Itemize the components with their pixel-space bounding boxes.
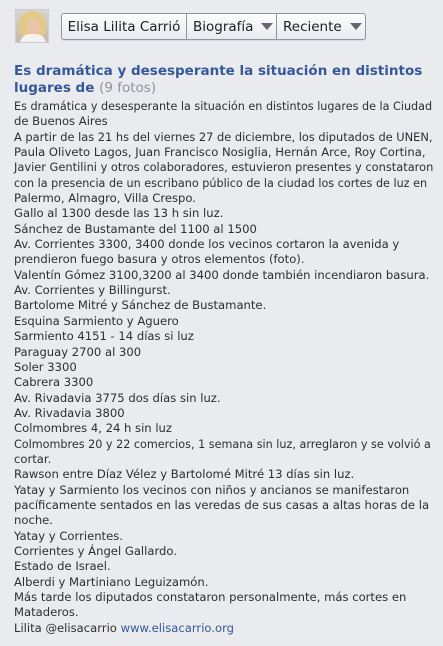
profile-avatar[interactable] xyxy=(15,9,49,43)
post-line: Palermo, Almagro, Villa Crespo. xyxy=(14,191,196,206)
post-line: Yatay y Corrientes. xyxy=(14,528,123,543)
biografia-menu-button[interactable] xyxy=(187,14,277,39)
avatar-face xyxy=(26,18,40,35)
post-line: Alberdi y Martiniano Leguizamón. xyxy=(14,574,209,589)
biografia-label: Biografía xyxy=(193,18,254,35)
post-line: Sánchez de Bustamante del 1100 al 1500 xyxy=(14,221,257,236)
profile-name-label: Elisa Lilita Carrió xyxy=(67,18,181,35)
post-line: Sarmiento 4151 - 14 días si luz xyxy=(14,329,194,344)
post-line: de Buenos Aires xyxy=(14,114,108,129)
post-line: con la presencia de un escribano público de la ciudad los cortes de luz en xyxy=(14,176,428,190)
post-line: Cabrera 3300 xyxy=(14,375,94,390)
album-title-line: Es dramática y desesperante la situación en distintos xyxy=(14,63,423,79)
album-title[interactable] xyxy=(14,63,434,97)
post-line: Paraguay 2700 al 300 xyxy=(14,344,142,359)
post-line: Av. Corrientes 3300, 3400 donde los vecinos cortaron la avenida y xyxy=(14,237,400,252)
album-post xyxy=(14,63,434,636)
post-text xyxy=(14,99,434,636)
chevron-down-icon xyxy=(261,23,273,30)
post-line: A partir de las 21 hs del viernes 27 de diciembre, los diputados de UNEN, xyxy=(14,129,433,144)
post-line: Javier Gentilini y otros colaboradores, estuvieron presentes y constataron xyxy=(14,160,434,175)
post-line: Colmombres 20 y 22 comercios, 1 semana sin luz, arreglaron y se volvió a xyxy=(14,437,431,451)
post-signature-line xyxy=(14,621,434,636)
post-line: Es dramática y desesperante la situación en distintos lugares de la Ciudad xyxy=(14,100,433,113)
post-line: Av. Rivadavia 3800 xyxy=(14,405,125,420)
profile-header xyxy=(0,0,443,52)
website-link[interactable]: www.elisacarrio.org xyxy=(120,620,234,635)
post-line: Yatay y Sarmiento los vecinos con niños y ancianos se manifestaron xyxy=(14,482,410,497)
post-line: pacíficamente sentados en las veredas de sus casas a altas horas de la xyxy=(14,497,430,512)
post-signature: Lilita @elisacarrio xyxy=(14,620,121,635)
post-line: Paula Oliveto Lagos, Juan Francisco Nosiglia, Hernán Arce, Roy Cortina, xyxy=(14,145,426,160)
reciente-menu-button[interactable] xyxy=(277,14,365,39)
post-line: Mataderos. xyxy=(14,605,79,620)
post-line: Valentín Gómez 3100,3200 al 3400 donde también incendiaron basura. xyxy=(14,267,430,282)
post-line: Rawson entre Díaz Vélez y Bartolomé Mitré 13 días sin luz. xyxy=(14,467,355,482)
post-line: cortar. xyxy=(14,451,52,466)
chevron-down-icon xyxy=(350,23,362,30)
post-line: Bartolome Mitré y Sánchez de Bustamante. xyxy=(14,298,267,313)
photo-count[interactable]: (9 fotos) xyxy=(99,80,157,96)
avatar-shoulders xyxy=(20,34,46,43)
post-line: Estado de Israel. xyxy=(14,559,111,574)
post-line: Soler 3300 xyxy=(14,359,77,374)
profile-name-button[interactable] xyxy=(62,14,187,39)
post-line: Av. Rivadavia 3775 dos días sin luz. xyxy=(14,390,221,405)
post-line: prendieron fuego basura y otros elementos (foto). xyxy=(14,252,305,267)
post-line: noche. xyxy=(14,513,53,528)
album-title-line-text: lugares de xyxy=(14,80,100,96)
post-line: Corrientes y Ángel Gallardo. xyxy=(14,543,177,558)
profile-nav-bar xyxy=(61,13,366,40)
post-line: Esquina Sarmiento y Aguero xyxy=(14,313,179,328)
album-title-line xyxy=(14,80,434,97)
post-line: Colmombres 4, 24 h sin luz xyxy=(14,421,172,436)
post-line: Más tarde los diputados constataron personalmente, más cortes en xyxy=(14,590,407,604)
post-line: Gallo al 1300 desde las 13 h sin luz. xyxy=(14,206,224,221)
post-line: Av. Corrientes y Billingurst. xyxy=(14,283,171,298)
reciente-label: Reciente xyxy=(283,18,342,35)
